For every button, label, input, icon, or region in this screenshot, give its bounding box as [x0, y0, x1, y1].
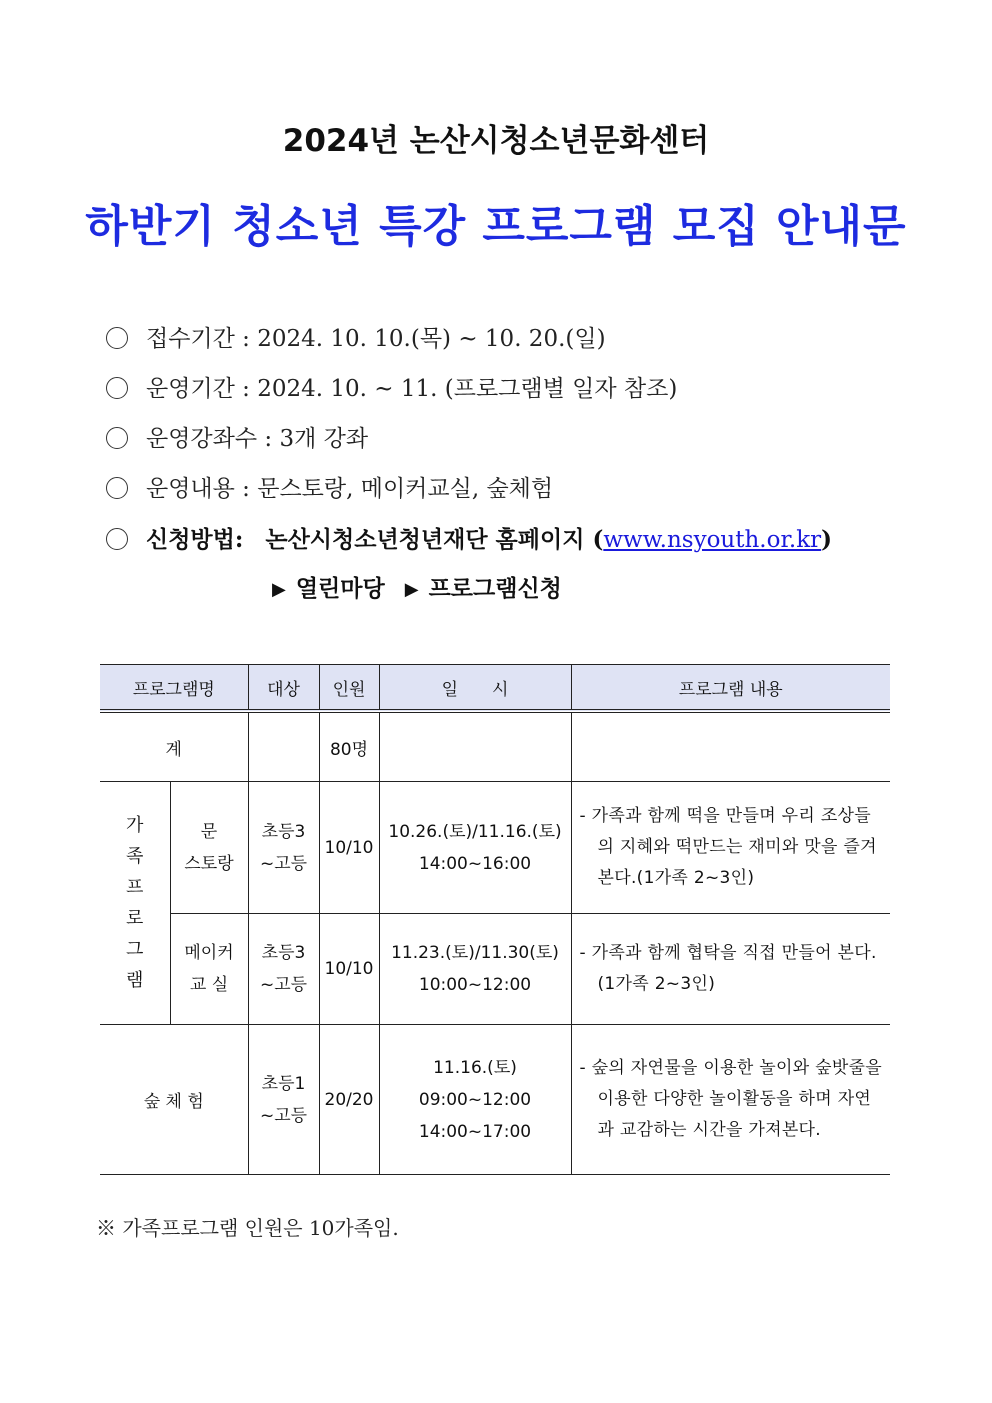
- header-content: 프로그램 내용: [571, 665, 890, 712]
- table-header-row: [100, 665, 890, 712]
- total-label: 계: [100, 711, 248, 782]
- info-text: 운영기간 : 2024. 10. ~ 11. (프로그램별 일자 참조): [146, 376, 678, 402]
- header-program-name: 프로그램명: [100, 665, 248, 712]
- program-name: 숲 체 험: [100, 1025, 248, 1175]
- play-arrow-icon: ▶: [272, 579, 286, 600]
- circle-bullet-icon: [106, 327, 128, 349]
- info-reception-period: [106, 320, 606, 353]
- program-target: 초등3 ~고등: [248, 914, 319, 1025]
- program-target: 초등3 ~고등: [248, 782, 319, 914]
- program-name: 메이커 교 실: [170, 914, 248, 1025]
- page-title: 하반기 청소년 특강 프로그램 모집 안내문: [85, 201, 907, 252]
- info-operation-period: [106, 370, 677, 403]
- total-date: [379, 711, 571, 782]
- header-count: 인원: [319, 665, 379, 712]
- content-text: - 가족과 함께 협탁을 직접 만들어 본다. (1가족 2~3인): [579, 943, 877, 994]
- total-count: 80명: [319, 711, 379, 782]
- title-line1: 2024년 논산시청소년문화센터: [282, 123, 710, 159]
- apply-path-1: 열린마당: [295, 575, 385, 602]
- info-text: 운영강좌수 : 3개 강좌: [146, 426, 369, 452]
- info-contents: [106, 470, 553, 503]
- apply-path: [272, 570, 562, 603]
- circle-bullet-icon: [106, 528, 128, 550]
- table-row: [100, 914, 890, 1025]
- program-content: [571, 1025, 890, 1175]
- program-datetime: 10.26.(토)/11.16.(토) 14:00~16:00: [379, 782, 571, 914]
- info-course-count: [106, 420, 368, 453]
- program-datetime: 11.16.(토) 09:00~12:00 14:00~17:00: [379, 1025, 571, 1175]
- homepage-link[interactable]: www.nsyouth.or.kr: [603, 527, 822, 553]
- header-target: 대상: [248, 665, 319, 712]
- total-content: [571, 711, 890, 782]
- content-text: - 가족과 함께 떡을 만들며 우리 조상들의 지혜와 떡만드는 재미와 맛을 즐겨본다.(1가족 2~3인): [579, 806, 877, 888]
- program-count: 10/10: [319, 914, 379, 1025]
- apply-path-2: 프로그램신청: [428, 575, 562, 602]
- info-text: 운영내용 : 문스토랑, 메이커교실, 숲체험: [146, 476, 554, 502]
- table-row: [100, 782, 890, 914]
- program-datetime: 11.23.(토)/11.30(토) 10:00~12:00: [379, 914, 571, 1025]
- apply-label: 신청방법:: [146, 526, 244, 553]
- header-datetime: 일 시: [379, 665, 571, 712]
- program-count: 10/10: [319, 782, 379, 914]
- program-count: 20/20: [319, 1025, 379, 1175]
- table-row: [100, 1025, 890, 1175]
- program-content: [571, 914, 890, 1025]
- apply-text: 논산시청소년청년재단 홈페이지 (: [265, 526, 604, 553]
- family-program-group-label: 가 족 프 로 그 램: [100, 782, 170, 1025]
- footnote: ※ 가족프로그램 인원은 10가족임.: [96, 1216, 399, 1240]
- circle-bullet-icon: [106, 477, 128, 499]
- circle-bullet-icon: [106, 377, 128, 399]
- play-arrow-icon: ▶: [404, 579, 419, 600]
- content-text: - 숲의 자연물을 이용한 놀이와 숲밧줄을 이용한 다양한 놀이활동을 하며 자연과 교감하는 시간을 가져본다.: [579, 1058, 883, 1140]
- total-target: [248, 711, 319, 782]
- program-content: [571, 782, 890, 914]
- info-apply-method: [106, 521, 832, 554]
- circle-bullet-icon: [106, 427, 128, 449]
- program-table: [100, 664, 890, 1175]
- program-name: 문 스토랑: [170, 782, 248, 914]
- program-target: 초등1 ~고등: [248, 1025, 319, 1175]
- info-text: 접수기간 : 2024. 10. 10.(목) ~ 10. 20.(일): [146, 326, 606, 352]
- table-row-total: [100, 711, 890, 782]
- apply-close: ): [821, 526, 833, 553]
